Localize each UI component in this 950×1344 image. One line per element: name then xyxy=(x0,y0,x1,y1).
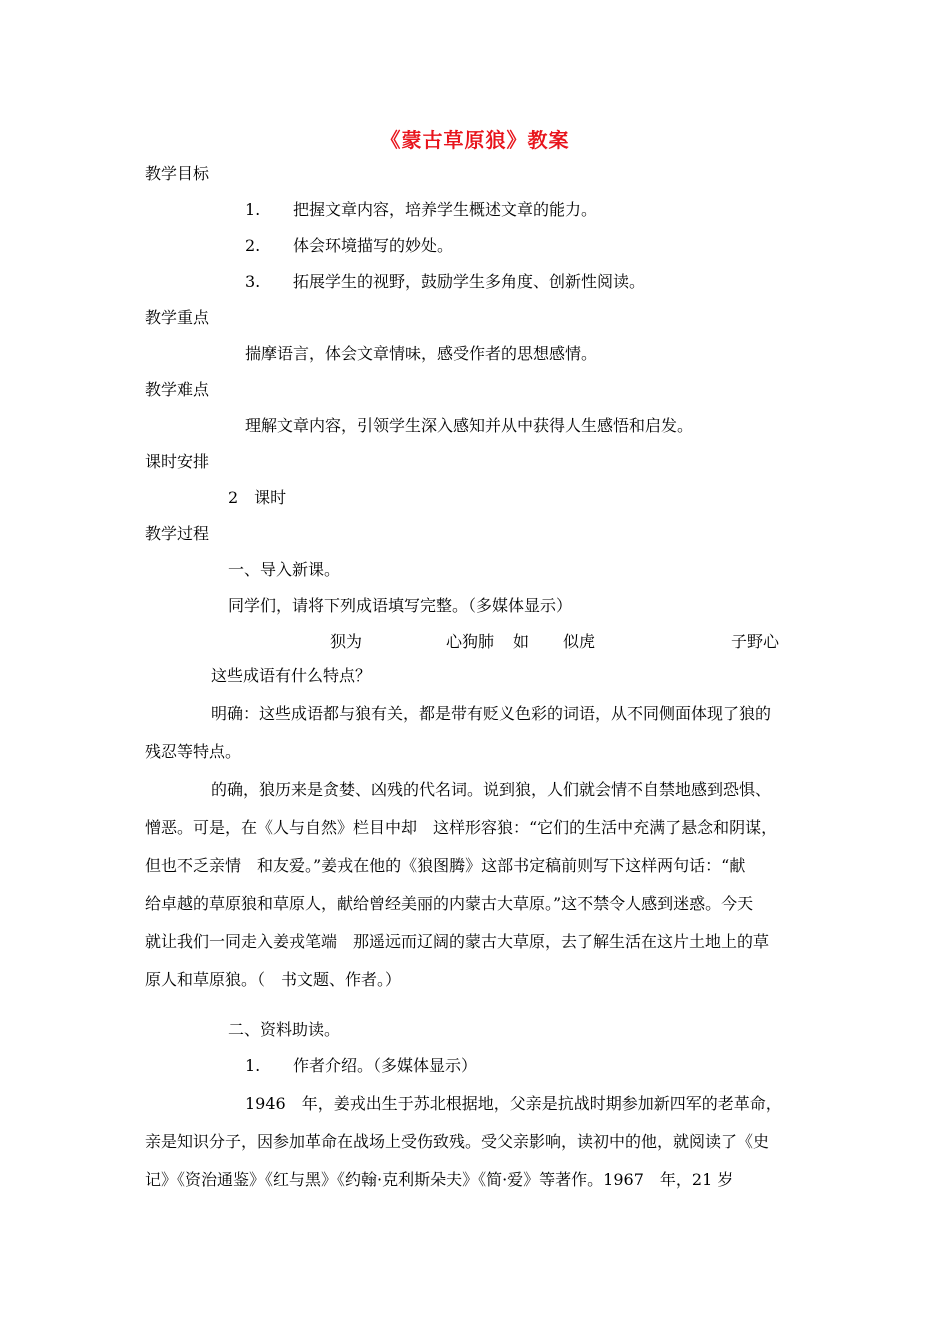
objective-text: 拓展学生的视野，鼓励学生多角度、创新性阅读。 xyxy=(293,272,646,291)
idiom-1: 狈为 xyxy=(330,632,363,651)
paragraph-line-4: 给卓越的草原狼和草原人，献给曾经美丽的内蒙古大草原。”这不禁令人感到迷惑。今天 xyxy=(145,894,754,913)
paragraph-line-5: 就让我们一同走入姜戎笔端 那遥远而辽阔的蒙古大草原，去了解生活在这片土地上的草 xyxy=(145,932,770,951)
key-points-text: 揣摩语言，体会文章情味，感受作者的思想感情。 xyxy=(245,344,598,363)
objective-number: 1. xyxy=(245,200,261,219)
objective-number: 2. xyxy=(245,236,261,255)
objective-item-1 xyxy=(245,199,597,221)
answer-line-1: 明确：这些成语都与狼有关，都是带有贬义色彩的词语，从不同侧面体现了狼的 xyxy=(211,704,772,723)
bio-line-1: 1946 年，姜戎出生于苏北根据地，父亲是抗战时期参加新四军的老革命， xyxy=(245,1094,782,1113)
answer-line-2: 残忍等特点。 xyxy=(145,742,242,761)
reading-item-1 xyxy=(245,1055,477,1077)
objectives-heading: 教学目标 xyxy=(145,164,210,183)
schedule-text: 2 课时 xyxy=(228,488,287,507)
paragraph-line-2: 憎恶。可是，在《人与自然》栏目中却 这样形容狼：“它们的生活中充满了悬念和阴谋， xyxy=(145,818,778,837)
bio-line-2: 亲是知识分子，因参加革命在战场上受伤致残。受父亲影响，读初中的他，就阅读了《史 xyxy=(145,1132,770,1151)
paragraph-line-3: 但也不乏亲情 和友爱。”姜戎在他的《狼图腾》这部书定稿前则写下这样两句话：“献 xyxy=(145,856,746,875)
paragraph-line-1: 的确，狼历来是贪婪、凶残的代名词。说到狼，人们就会情不自禁地感到恐惧、 xyxy=(211,780,772,799)
section-intro-heading: 一、导入新课。 xyxy=(228,560,341,579)
question-line: 这些成语有什么特点？ xyxy=(211,666,372,685)
objective-text: 体会环境描写的妙处。 xyxy=(293,236,454,255)
objective-number: 3. xyxy=(245,272,261,291)
difficulties-heading: 教学难点 xyxy=(145,380,210,399)
reading-item-number: 1. xyxy=(245,1056,261,1075)
idiom-4: 似虎 xyxy=(563,632,596,651)
idiom-2: 心狗肺 xyxy=(446,632,495,651)
idiom-5: 子野心 xyxy=(731,632,780,651)
reading-item-text: 作者介绍。（多媒体显示） xyxy=(293,1056,478,1075)
paragraph-line-6: 原人和草原狼。（ 书文题、作者。） xyxy=(145,970,402,989)
objective-item-2 xyxy=(245,235,453,257)
difficulties-text: 理解文章内容，引领学生深入感知并从中获得人生感悟和启发。 xyxy=(245,416,694,435)
objective-text: 把握文章内容，培养学生概述文章的能力。 xyxy=(293,200,598,219)
document-title: 《蒙古草原狼》教案 xyxy=(380,128,570,152)
schedule-heading: 课时安排 xyxy=(145,452,210,471)
idiom-3: 如 xyxy=(513,632,530,651)
key-points-heading: 教学重点 xyxy=(145,308,210,327)
objective-item-3 xyxy=(245,271,645,293)
bio-line-3: 记》《资治通鉴》《红与黑》《约翰·克利斯朵夫》《简·爱》等著作。1967 年，21 岁 xyxy=(145,1170,734,1189)
section-intro-line: 同学们，请将下列成语填写完整。（多媒体显示） xyxy=(228,596,573,615)
section-reading-heading: 二、资料助读。 xyxy=(228,1020,341,1039)
process-heading: 教学过程 xyxy=(145,524,210,543)
